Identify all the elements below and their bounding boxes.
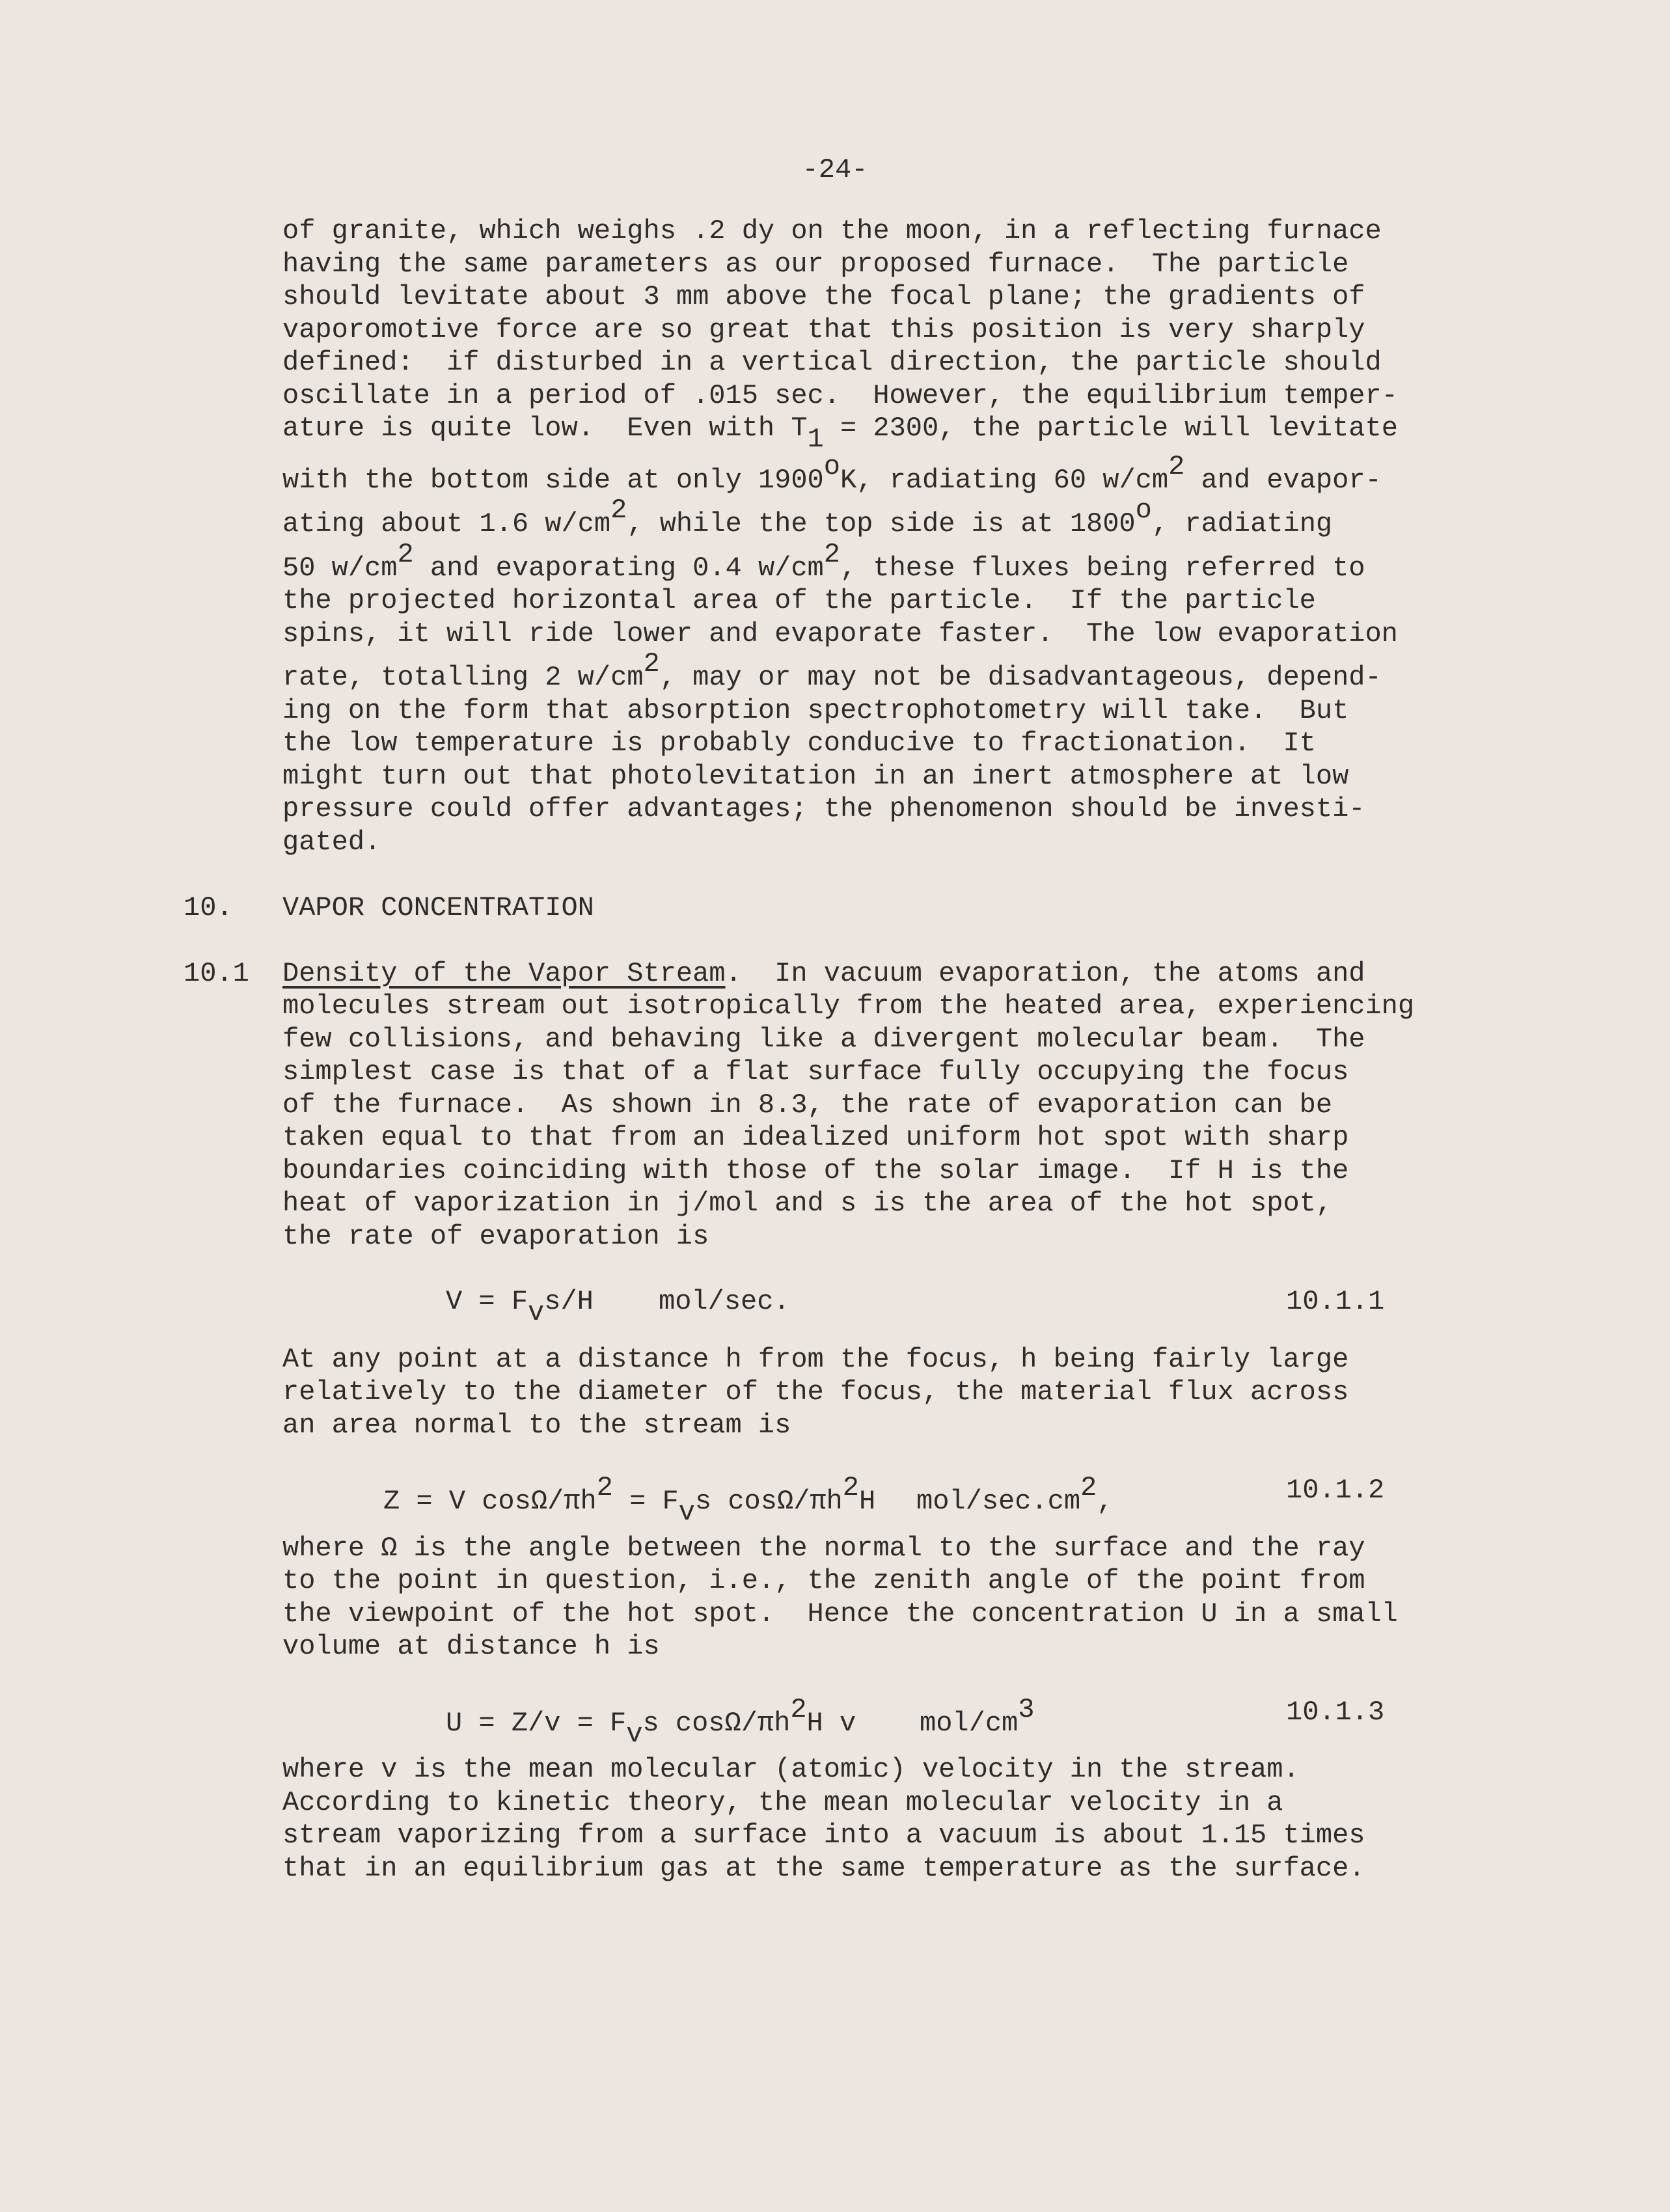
text-run: , these fluxes being referred to bbox=[840, 552, 1365, 584]
text-run: vaporomotive force are so great that this position is very sharply bbox=[282, 314, 1365, 346]
text-run: and evaporating 0.4 w/cm bbox=[413, 552, 824, 584]
text-line bbox=[282, 650, 1670, 694]
text-line bbox=[282, 450, 1670, 497]
text-line bbox=[282, 1056, 1670, 1089]
text-line bbox=[282, 1023, 1670, 1056]
text-run: = 2300, the particle will levitate bbox=[823, 413, 1398, 444]
subscript: v bbox=[626, 1718, 643, 1750]
section-10-1 bbox=[0, 957, 1670, 1253]
text-run: s/H bbox=[544, 1286, 594, 1318]
subscript: v bbox=[678, 1497, 695, 1529]
text-run: where Ω is the angle between the normal to the surface and the ray bbox=[282, 1532, 1365, 1564]
text-line bbox=[282, 1753, 1670, 1786]
equation-label: 10.1.3 bbox=[1286, 1696, 1385, 1728]
superscript: o bbox=[1135, 495, 1152, 526]
text-run: few collisions, and behaving like a divergent molecular beam. The bbox=[282, 1023, 1365, 1055]
text-line bbox=[282, 1409, 1670, 1442]
section-number-10: 10. bbox=[184, 892, 233, 923]
text-run: oscillate in a period of .015 sec. However, the equilibrium temper- bbox=[282, 379, 1398, 411]
text-run: , may or may not be disadvantageous, depend- bbox=[659, 662, 1382, 694]
text-line bbox=[282, 1089, 1670, 1122]
section-heading-vapor-concentration bbox=[0, 892, 1670, 925]
equation-label: 10.1.2 bbox=[1286, 1475, 1385, 1507]
text-run: , while the top side is at 1800 bbox=[627, 508, 1136, 540]
text-run: K, radiating 60 w/cm bbox=[840, 464, 1169, 496]
text-run: = F bbox=[612, 1486, 679, 1518]
text-line bbox=[282, 957, 1670, 990]
equation-formula bbox=[446, 1693, 856, 1750]
equation-label: 10.1.1 bbox=[1286, 1286, 1385, 1318]
text-line bbox=[282, 1786, 1670, 1820]
text-line bbox=[282, 1343, 1670, 1376]
text-run: to the point in question, i.e., the zenith angle of the point from bbox=[282, 1565, 1365, 1597]
text-run: having the same parameters as our proposed furnace. The particle bbox=[282, 248, 1349, 280]
text-run: gated. bbox=[282, 826, 381, 858]
text-line bbox=[282, 1532, 1670, 1565]
superscript: 2 bbox=[823, 538, 840, 570]
text-run: molecules stream out isotropically from the heated area, experiencing bbox=[282, 990, 1415, 1022]
text-run: , bbox=[1097, 1486, 1114, 1518]
equation-10-1-1 bbox=[0, 1270, 1670, 1334]
text-run: of the furnace. As shown in 8.3, the rate of evaporation can be bbox=[282, 1089, 1333, 1121]
text-run: with the bottom side at only 1900 bbox=[282, 464, 824, 496]
text-line bbox=[282, 584, 1670, 618]
text-line bbox=[282, 1630, 1670, 1663]
paragraph-photolevitation bbox=[0, 215, 1670, 858]
text-run: might turn out that photolevitation in an inert atmosphere at low bbox=[282, 760, 1349, 792]
equation-10-1-2 bbox=[0, 1458, 1670, 1529]
text-line bbox=[282, 727, 1670, 760]
text-run: where v is the mean molecular (atomic) velocity in the stream. bbox=[282, 1754, 1300, 1786]
text-run: and evapor- bbox=[1184, 464, 1382, 496]
text-run: the rate of evaporation is bbox=[282, 1220, 709, 1252]
text-run: heat of vaporization in j/mol and s is the area of the hot spot, bbox=[282, 1188, 1333, 1220]
subscript: 1 bbox=[807, 423, 824, 455]
superscript: 2 bbox=[643, 648, 660, 680]
text-run: simplest case is that of a flat surface fully occupying the focus bbox=[282, 1056, 1349, 1088]
text-run: volume at distance h is bbox=[282, 1631, 660, 1663]
superscript: o bbox=[823, 450, 840, 482]
text-run: mol/sec.cm bbox=[916, 1486, 1081, 1518]
superscript: 3 bbox=[1018, 1693, 1035, 1725]
text-run: rate, totalling 2 w/cm bbox=[282, 662, 644, 694]
text-line bbox=[282, 1376, 1670, 1409]
text-run: mol/cm bbox=[920, 1707, 1019, 1739]
text-line bbox=[282, 990, 1670, 1023]
equation-units bbox=[659, 1285, 790, 1318]
text-line bbox=[282, 215, 1670, 248]
text-run: U = Z/v = F bbox=[446, 1707, 627, 1739]
text-run: stream vaporizing from a surface into a vacuum is about 1.15 times bbox=[282, 1820, 1365, 1851]
text-line bbox=[282, 760, 1670, 793]
equation-formula bbox=[446, 1285, 594, 1329]
text-line bbox=[282, 1121, 1670, 1154]
superscript: 2 bbox=[397, 538, 414, 570]
equation-units bbox=[920, 1693, 1035, 1740]
text-line bbox=[282, 1187, 1670, 1220]
text-line bbox=[282, 1819, 1670, 1852]
text-line bbox=[282, 1154, 1670, 1188]
equation-10-1-3 bbox=[0, 1680, 1670, 1750]
superscript: 2 bbox=[596, 1472, 613, 1504]
underlined-title: Density of the Vapor Stream bbox=[282, 957, 726, 989]
text-line bbox=[282, 793, 1670, 826]
page-body bbox=[0, 215, 1670, 1885]
text-run: 50 w/cm bbox=[282, 552, 398, 584]
text-run: spins, it will ride lower and evaporate faster. The low evaporation bbox=[282, 618, 1398, 649]
paragraph-omega-definition bbox=[0, 1532, 1670, 1663]
text-run: relatively to the diameter of the focus, the material flux across bbox=[282, 1376, 1349, 1408]
text-run: According to kinetic theory, the mean molecular velocity in a bbox=[282, 1786, 1283, 1818]
text-run: of granite, which weighs .2 dy on the moon, in a reflecting furnace bbox=[282, 215, 1382, 247]
text-run: s cosΩ/πh bbox=[694, 1486, 843, 1518]
text-line bbox=[282, 280, 1670, 314]
heading-text: VAPOR CONCENTRATION bbox=[282, 892, 594, 923]
equation-formula bbox=[383, 1472, 876, 1529]
text-run: H bbox=[858, 1486, 876, 1518]
paragraph-molecular-velocity bbox=[0, 1753, 1670, 1885]
text-run: Z = V cosΩ/πh bbox=[383, 1486, 597, 1518]
text-line bbox=[282, 379, 1670, 413]
page-number: -24- bbox=[802, 154, 868, 185]
text-run: V = F bbox=[446, 1286, 528, 1318]
text-run: the projected horizontal area of the particle. If the particle bbox=[282, 585, 1316, 617]
text-line bbox=[282, 1852, 1670, 1885]
text-line bbox=[282, 314, 1670, 347]
text-run: ature is quite low. Even with T bbox=[282, 413, 808, 444]
text-run: an area normal to the stream is bbox=[282, 1409, 791, 1441]
text-run: mol/sec. bbox=[659, 1286, 790, 1318]
text-run: . In vacuum evaporation, the atoms and bbox=[725, 957, 1365, 989]
text-line bbox=[282, 694, 1670, 728]
superscript: 2 bbox=[1168, 450, 1185, 482]
text-line bbox=[282, 412, 1670, 453]
superscript: 2 bbox=[1080, 1472, 1097, 1504]
text-run: pressure could offer advantages; the phenomenon should be investi- bbox=[282, 793, 1365, 825]
text-run: ating about 1.6 w/cm bbox=[282, 508, 611, 540]
text-run: the low temperature is probably conducive to fractionation. It bbox=[282, 728, 1316, 759]
subscript: v bbox=[528, 1297, 545, 1329]
equation-units bbox=[916, 1474, 1113, 1518]
text-run: s cosΩ/πh bbox=[642, 1707, 791, 1739]
text-run: that in an equilibrium gas at the same temperature as the surface. bbox=[282, 1852, 1365, 1884]
text-run: H v bbox=[806, 1707, 856, 1739]
text-run: taken equal to that from an idealized uniform hot spot with sharp bbox=[282, 1122, 1349, 1154]
paragraph-material-flux bbox=[0, 1343, 1670, 1442]
text-run: boundaries coinciding with those of the solar image. If H is the bbox=[282, 1154, 1349, 1186]
text-line bbox=[282, 618, 1670, 651]
text-line bbox=[282, 538, 1670, 585]
section-number-10-1: 10.1 bbox=[184, 957, 249, 989]
text-line bbox=[282, 1220, 1670, 1253]
text-run: should levitate about 3 mm above the focal plane; the gradients of bbox=[282, 281, 1365, 312]
paragraph-density-vapor-stream bbox=[282, 957, 1670, 1253]
text-run: At any point at a distance h from the focus, h being fairly large bbox=[282, 1343, 1349, 1375]
text-line bbox=[282, 248, 1670, 281]
text-run: , radiating bbox=[1151, 508, 1333, 540]
text-run: the viewpoint of the hot spot. Hence the concentration U in a small bbox=[282, 1598, 1398, 1630]
text-line bbox=[282, 826, 1670, 859]
text-run: defined: if disturbed in a vertical direction, the particle should bbox=[282, 347, 1382, 378]
text-run: ing on the form that absorption spectrophotometry will take. But bbox=[282, 694, 1349, 726]
text-line bbox=[282, 346, 1670, 379]
text-line bbox=[282, 497, 1670, 541]
superscript: 2 bbox=[610, 495, 627, 526]
text-line bbox=[282, 1564, 1670, 1598]
superscript: 2 bbox=[842, 1472, 859, 1504]
text-line bbox=[282, 1598, 1670, 1631]
superscript: 2 bbox=[790, 1693, 807, 1725]
